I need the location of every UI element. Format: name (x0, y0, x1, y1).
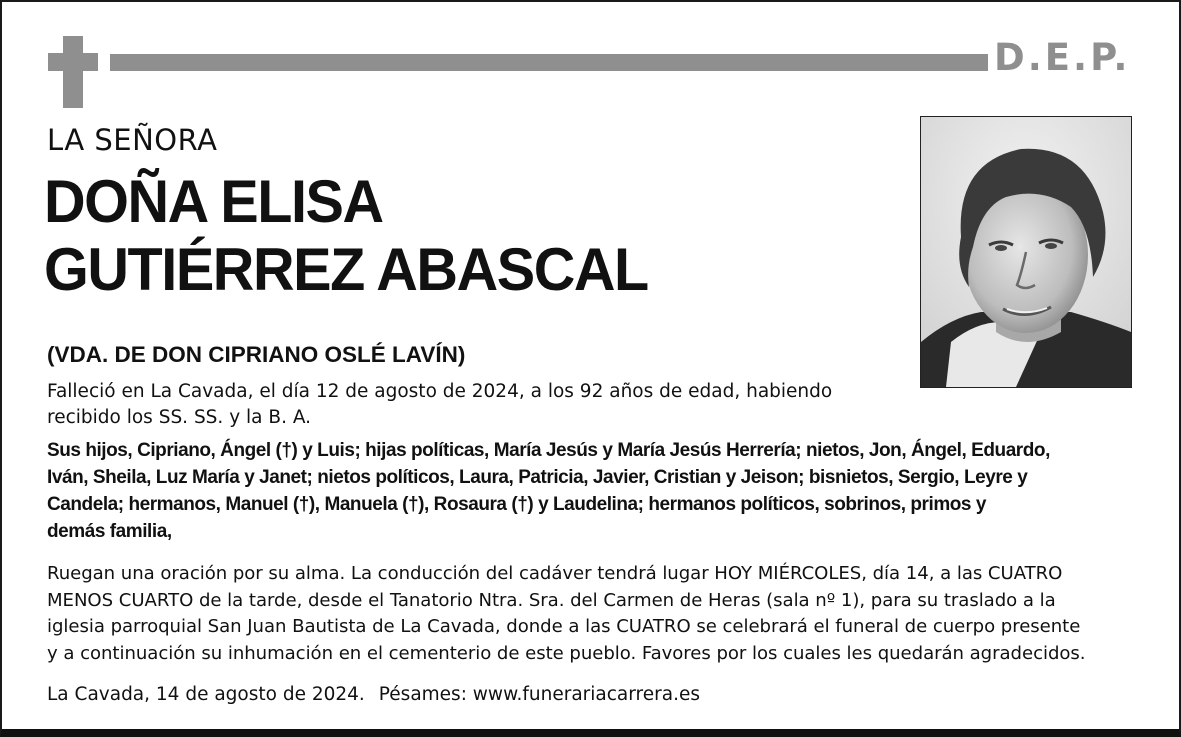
ceremony-line-1: Ruegan una oración por su alma. La conducción del cadáver tendrá lugar HOY MIÉRCOLES, día 14, a las CUATRO (47, 563, 1063, 584)
name-line-2: GUTIÉRREZ ABASCAL (44, 236, 648, 303)
ceremony-details (47, 561, 1137, 667)
deceased-name (44, 168, 648, 304)
widow-of: (VDA. DE DON CIPRIANO OSLÉ LAVÍN) (47, 342, 466, 367)
family-line-4: demás familia, (47, 521, 172, 542)
name-line-1: DOÑA ELISA (44, 168, 383, 235)
cross-icon (48, 36, 98, 108)
ceremony-line-4: y a continuación su inhumación en el cementerio de este pueblo. Favores por los cuales les quedarán agradecidos. (47, 642, 1086, 664)
family-line-2: Iván, Sheila, Luz María y Janet; nietos políticos, Laura, Patricia, Javier, Cristian y Jeison; bisnietos, Sergio, Leyre y (47, 467, 1028, 488)
family-line-1: Sus hijos, Cipriano, Ángel (†) y Luis; hijas políticas, María Jesús y María Jesús Herrería; nietos, Jon, Ángel, Eduardo, (47, 440, 1050, 461)
honorific: LA SEÑORA (47, 123, 218, 157)
header-rule (110, 54, 988, 71)
family-list (47, 437, 1137, 545)
place-date: La Cavada, 14 de agosto de 2024. (47, 684, 365, 705)
death-line-2: recibido los SS. SS. y la B. A. (47, 407, 312, 428)
ceremony-line-3: iglesia parroquial San Juan Bautista de La Cavada, donde a las CUATRO se celebrará el funeral de cuerpo presente (47, 616, 1081, 637)
footer (47, 681, 947, 709)
dep-label: D.E.P. (994, 36, 1131, 79)
death-notice (47, 379, 877, 431)
condolences-link[interactable]: Pésames: www.funerariacarrera.es (378, 684, 700, 705)
ceremony-line-2: MENOS CUARTO de la tarde, desde el Tanatorio Ntra. Sra. del Carmen de Heras (sala nº 1), para su traslado a la (47, 589, 1056, 611)
death-line-1: Falleció en La Cavada, el día 12 de agosto de 2024, a los 92 años de edad, habiendo (47, 381, 833, 402)
portrait-photo (920, 116, 1132, 388)
family-line-3: Candela; hermanos, Manuel (†), Manuela (†), Rosaura (†) y Laudelina; hermanos políticos, sobrinos, primos y (47, 494, 986, 515)
